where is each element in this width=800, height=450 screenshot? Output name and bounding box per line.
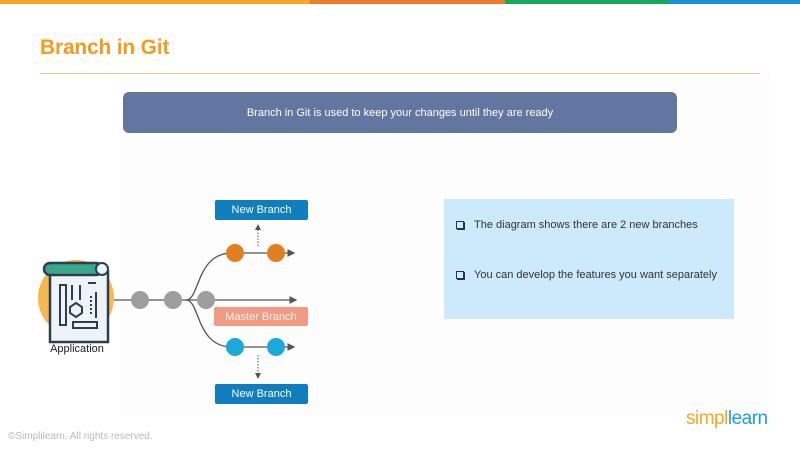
checkbox-bullet-icon <box>456 221 464 229</box>
new-branch-label-top: New Branch <box>215 200 308 220</box>
master-commit-1 <box>131 291 149 309</box>
master-commit-3 <box>197 291 215 309</box>
master-commit-2 <box>164 291 182 309</box>
bottom-branch-commit-2 <box>267 338 285 356</box>
top-branch-commit-2 <box>267 244 285 262</box>
simplilearn-logo: simpllearn <box>686 408 768 429</box>
bottom-branch-commit-1 <box>226 338 244 356</box>
definition-banner: Branch in Git is used to keep your changes until they are ready <box>123 92 677 133</box>
info-box <box>444 199 734 319</box>
checkbox-bullet-icon <box>456 271 464 279</box>
slide-title: Branch in Git <box>40 36 170 59</box>
master-branch-label: Master Branch <box>214 307 308 326</box>
info-bullet: The diagram shows there are 2 new branches <box>456 219 698 231</box>
info-bullet: You can develop the features you want separately <box>456 269 717 281</box>
new-branch-label-bottom: New Branch <box>215 384 308 404</box>
top-branch-commit-1 <box>226 244 244 262</box>
application-label: Application <box>50 343 104 355</box>
copyright-text: ©Simplilearn. All rights reserved. <box>8 431 153 442</box>
application-icon <box>38 260 114 342</box>
